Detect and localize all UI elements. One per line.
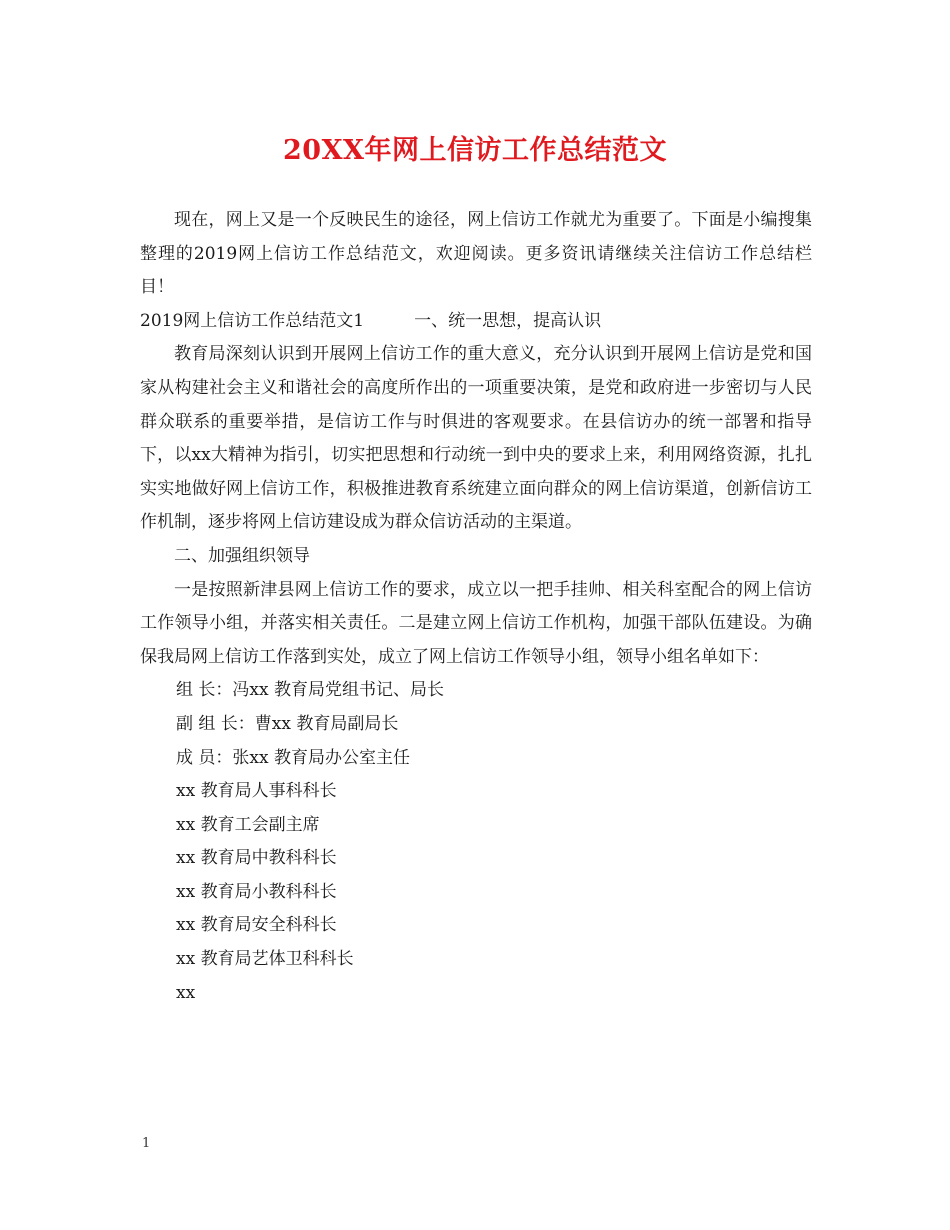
document-body bbox=[140, 204, 812, 1010]
member-line: xx 教育局人事科科长 bbox=[176, 781, 337, 802]
member-line: 成 员：张xx 教育局办公室主任 bbox=[176, 747, 410, 768]
member-line: xx 教育局艺体卫科科长 bbox=[176, 949, 354, 970]
heading-two: 二、加强组织领导 bbox=[174, 545, 310, 566]
intro-paragraph: 现在，网上又是一个反映民生的途径，网上信访工作就尤为重要了。下面是小编搜集整理的2019网上信访工作总结范文，欢迎阅读。更多资讯请继续关注信访工作总结栏目！ bbox=[140, 210, 812, 298]
document-title: 20XX年网上信访工作总结范文 bbox=[283, 135, 667, 166]
section-heading-line bbox=[140, 305, 812, 339]
paragraph-two: 一是按照新津县网上信访工作的要求，成立以一把手挂帅、相关科室配合的网上信访工作领导小组，并落实相关责任。二是建立网上信访工作机构，加强干部队伍建设。为确保我局网上信访工作落到实处，成立了网上信访工作领导小组，领导小组名单如下： bbox=[140, 579, 812, 667]
member-line: 副 组 长：曹xx 教育局副局长 bbox=[176, 713, 399, 734]
member-line: xx 教育局安全科科长 bbox=[176, 915, 337, 936]
heading-one: 一、统一思想，提高认识 bbox=[414, 310, 602, 331]
member-line: 组 长：冯xx 教育局党组书记、局长 bbox=[176, 680, 444, 701]
member-line: xx 教育工会副主席 bbox=[176, 814, 320, 835]
member-line: xx 教育局小教科科长 bbox=[176, 881, 337, 902]
member-line: xx 教育局中教科科长 bbox=[176, 848, 337, 869]
paragraph-one: 教育局深刻认识到开展网上信访工作的重大意义，充分认识到开展网上信访是党和国家从构建社会主义和谐社会的高度所作出的一项重要决策，是党和政府进一步密切与人民群众联系的重要举措，是信访工作与时俱进的客观要求。在县信访办的统一部署和指导下，以xx大精神为指引，切实把思想和行动统一到中央的要求上来，利用网络资源，扎扎实实地做好网上信访工作，积极推进教育系统建立面向群众的网上信访渠道，创新信访工作机制，逐步将网上信访建设成为群众信访活动的主渠道。 bbox=[140, 344, 812, 533]
section-label: 2019网上信访工作总结范文1 bbox=[140, 310, 365, 331]
page-number: 1 bbox=[142, 1136, 151, 1151]
member-line: xx bbox=[176, 982, 196, 1003]
